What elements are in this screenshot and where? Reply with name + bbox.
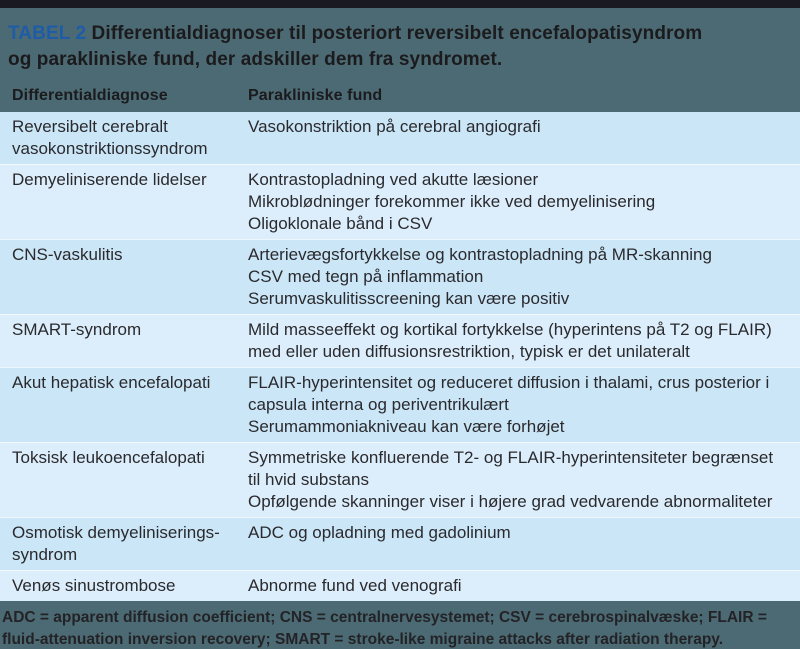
finding-line: FLAIR-hyperintensitet og reduceret diffusion i thalami, crus posterior i capsula interna og periventrikulært (248, 373, 770, 414)
table-row (0, 112, 800, 164)
findings-cell (248, 244, 790, 310)
table-caption (0, 8, 780, 85)
table-row (0, 442, 800, 517)
findings-cell (248, 575, 790, 597)
finding-line: Mikroblødninger forekommer ikke ved demyelinisering (248, 192, 656, 211)
table-header-band (0, 8, 800, 112)
diagnosis-cell: Osmotisk demyeliniserings-syndrom (12, 523, 220, 564)
finding-line: Serumammoniakniveau kan være forhøjet (248, 417, 565, 436)
finding-line: CSV med tegn på inflammation (248, 267, 484, 286)
column-header-findings: Parakliniske fund (248, 87, 383, 104)
finding-line: Vasokonstriktion på cerebral angiografi (248, 117, 541, 136)
table-title: Differentialdiagnoser til posteriort reversibelt encefalopatisyndrom og parakliniske fund, der adskiller dem fra syndromet. (8, 23, 703, 70)
findings-cell (248, 447, 790, 513)
findings-cell (248, 522, 790, 566)
diagnosis-cell: Reversibelt cerebralt vasokonstriktionssyndrom (12, 117, 208, 158)
diagnosis-cell: SMART-syndrom (12, 320, 142, 339)
column-header-row (0, 85, 800, 112)
finding-line: Arterievægsfortykkelse og kontrastopladning på MR-skanning (248, 245, 712, 264)
findings-cell (248, 319, 790, 363)
table-body (0, 112, 800, 601)
finding-line: Opfølgende skanninger viser i højere grad vedvarende abnormaliteter (248, 492, 773, 511)
diagnosis-cell: Toksisk leukoencefalopati (12, 448, 205, 467)
table-label: TABEL 2 (8, 23, 87, 44)
table-row (0, 367, 800, 442)
diagnosis-cell: CNS-vaskulitis (12, 245, 123, 264)
top-border-bar (0, 0, 800, 8)
finding-line: Oligoklonale bånd i CSV (248, 214, 433, 233)
finding-line: ADC og opladning med gadolinium (248, 523, 511, 542)
column-header-diagnosis: Differentialdiagnose (12, 87, 168, 104)
table-row (0, 517, 800, 570)
table-footnote: ADC = apparent diffusion coefficient; CNS = centralnervesystemet; CSV = cerebrospinalvæske; FLAIR = fluid-attenuation inversion recovery; SMART = stroke-like migraine attacks after radiation therapy. (0, 601, 800, 649)
findings-cell (248, 372, 790, 438)
table-row (0, 164, 800, 239)
finding-line: Mild masseeffekt og kortikal fortykkelse (hyperintens på T2 og FLAIR) med eller uden diffusionsrestriktion, typisk er det unilateralt (248, 320, 772, 361)
table-row (0, 570, 800, 601)
finding-line: Abnorme fund ved venografi (248, 576, 462, 595)
diagnosis-cell: Akut hepatisk encefalopati (12, 373, 211, 392)
finding-line: Kontrastopladning ved akutte læsioner (248, 170, 539, 189)
findings-cell (248, 116, 790, 160)
findings-cell (248, 169, 790, 235)
table-row (0, 314, 800, 367)
diagnosis-cell: Venøs sinustrombose (12, 576, 176, 595)
finding-line: Serumvaskulitisscreening kan være positiv (248, 289, 570, 308)
diagnosis-cell: Demyeliniserende lidelser (12, 170, 207, 189)
table-row (0, 239, 800, 314)
finding-line: Symmetriske konfluerende T2- og FLAIR-hyperintensiteter begrænset til hvid substans (248, 448, 774, 489)
